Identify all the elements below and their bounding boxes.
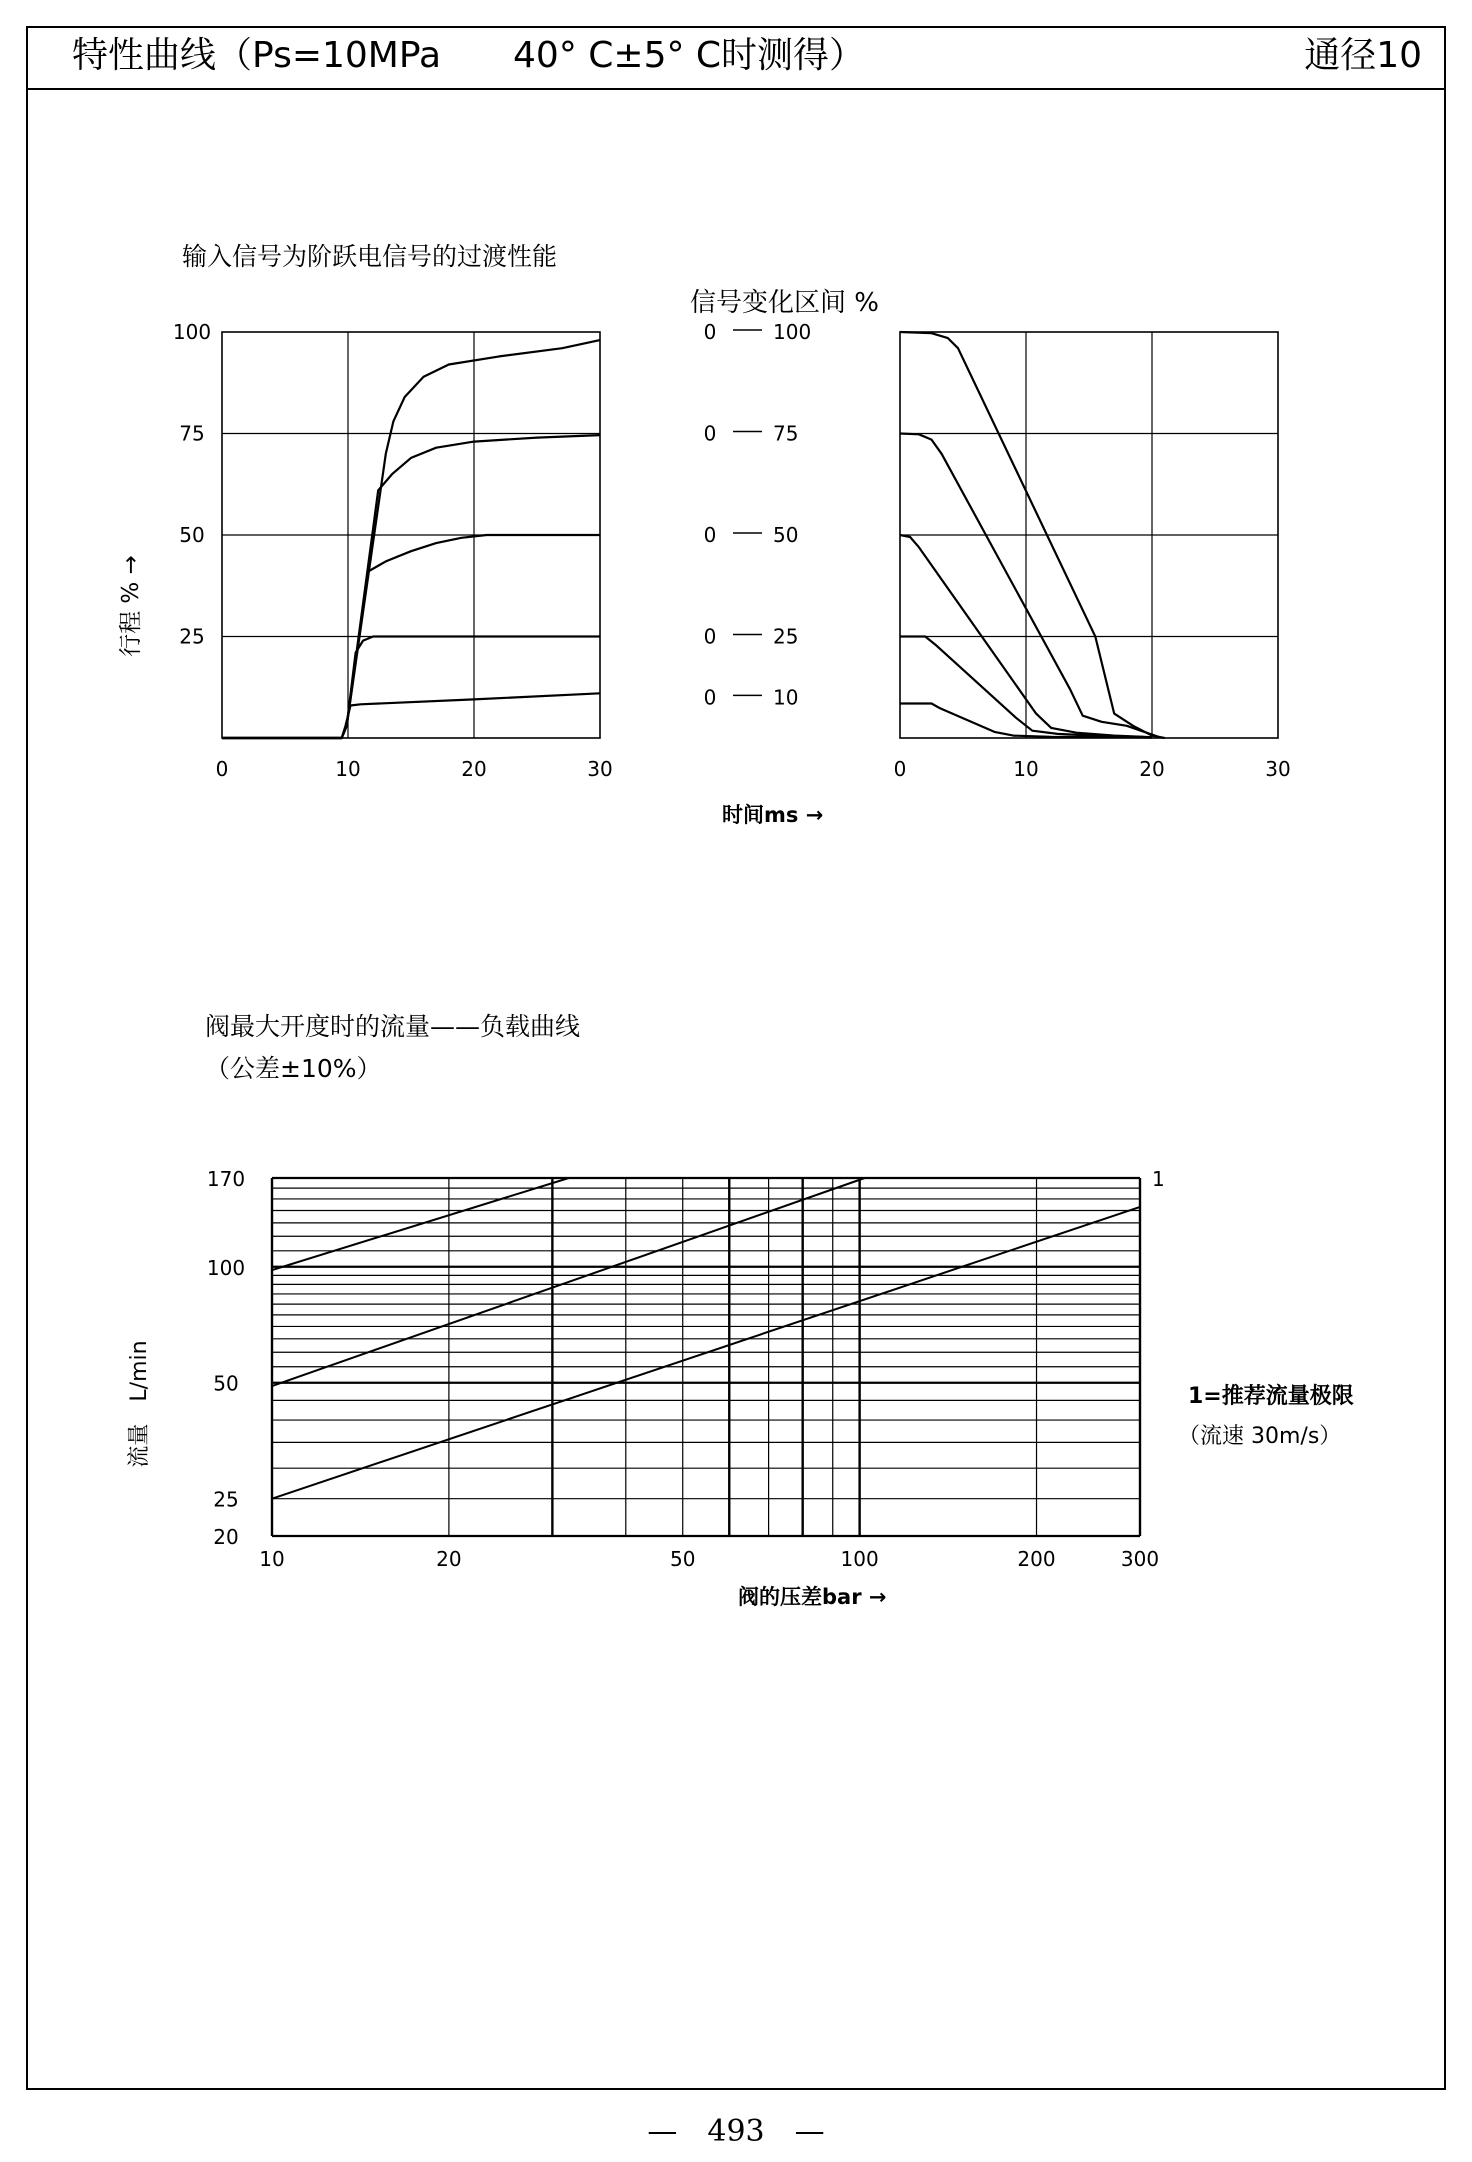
y-tick-label: 50 <box>179 523 205 547</box>
signal-label-from: 0 <box>703 685 717 710</box>
y-tick-label: 25 <box>179 624 205 649</box>
signal-label-to: 25 <box>773 624 799 649</box>
signal-label-from: 0 <box>703 320 717 344</box>
x-tick-label: 0 <box>215 757 229 781</box>
x-tick-label: 10 <box>259 1547 285 1571</box>
step-release-chart <box>894 332 1291 781</box>
signal-label-to: 100 <box>773 320 812 344</box>
x-tick-label: 30 <box>1265 757 1291 781</box>
signal-label-to: 10 <box>773 685 799 710</box>
header-title: 特性曲线（Ps=10MPa 40° C±5° C时测得） <box>72 35 866 76</box>
x-tick-label: 20 <box>461 757 487 781</box>
y-tick-label: 100 <box>206 1255 246 1280</box>
flow-axis-label: 流量 L/min <box>127 1340 152 1468</box>
signal-label-from: 0 <box>703 523 717 547</box>
y-tick-label: 50 <box>213 1371 239 1396</box>
x-tick-label: 30 <box>587 757 613 781</box>
x-tick-label: 100 <box>840 1547 879 1571</box>
signal-range-labels <box>704 320 812 709</box>
series-curve <box>222 637 600 739</box>
signal-label-from: 0 <box>703 624 717 649</box>
x-tick-label: 20 <box>1139 757 1165 781</box>
x-tick-label: 200 <box>1017 1547 1056 1571</box>
y-tick-label: 170 <box>206 1167 246 1191</box>
x-tick-label: 10 <box>1013 757 1039 781</box>
x-tick-label: 20 <box>436 1547 462 1571</box>
x-tick-label: 50 <box>670 1547 696 1571</box>
signal-label-to: 50 <box>773 523 799 547</box>
flow-pressure-chart <box>207 1167 1159 1571</box>
x-tick-label: 300 <box>1120 1547 1160 1571</box>
legend-line2: （流速 30m/s） <box>1178 1424 1342 1449</box>
series-curve <box>222 340 600 738</box>
flow-load-line <box>272 1178 569 1270</box>
pressure-axis-label: 阀的压差bar → <box>738 1585 887 1609</box>
x-tick-label: 10 <box>335 757 361 781</box>
y-tick-label: 25 <box>213 1487 239 1512</box>
step-response-caption: 输入信号为阶跃电信号的过渡性能 <box>182 242 558 271</box>
limit-line-marker: 1 <box>1152 1167 1165 1191</box>
y-tick-label: 100 <box>172 320 212 344</box>
flow-chart-caption-line1: 阀最大开度时的流量——负载曲线 <box>205 1012 581 1041</box>
series-curve <box>222 693 600 738</box>
flow-chart-caption-line2: （公差±10%） <box>205 1054 382 1083</box>
page-number: — 493 — <box>647 2114 825 2149</box>
step-response-chart <box>173 320 613 781</box>
header-nominal-size: 通径10 <box>1304 35 1422 76</box>
legend-line1: 1=推荐流量极限 <box>1188 1384 1354 1409</box>
y-tick-label: 75 <box>179 421 205 446</box>
x-tick-label: 0 <box>893 757 907 781</box>
series-curve <box>900 434 1158 737</box>
signal-label-from: 0 <box>703 421 717 446</box>
stroke-axis-label: 行程 % → <box>118 555 144 657</box>
series-curve <box>222 435 600 738</box>
signal-label-to: 75 <box>773 421 799 446</box>
flow-load-line <box>272 1178 865 1386</box>
y-tick-label: 20 <box>213 1525 239 1549</box>
signal-range-title: 信号变化区间 % <box>690 288 879 318</box>
time-axis-label: 时间ms → <box>722 803 824 827</box>
